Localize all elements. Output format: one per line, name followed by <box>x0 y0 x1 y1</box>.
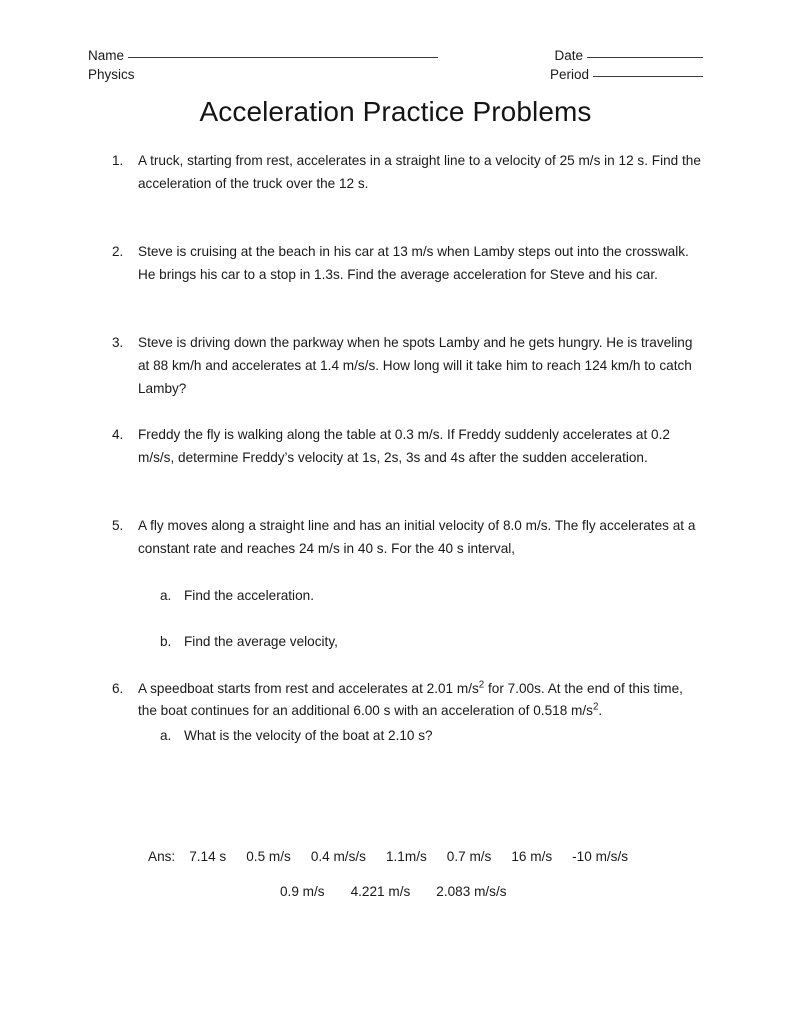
answer-value: 0.7 m/s <box>446 849 492 864</box>
period-field-group <box>550 65 703 84</box>
problem-list <box>112 150 702 748</box>
problem-item-1 <box>112 150 702 195</box>
subitem-letter: a. <box>160 587 172 603</box>
course-label: Physics <box>88 67 135 82</box>
problem-5-subitem-a <box>112 585 702 608</box>
subitem-letter: a. <box>160 727 172 743</box>
subitem-text: What is the velocity of the boat at 2.10 s? <box>184 727 433 743</box>
problem-item-2 <box>112 241 702 286</box>
problem-item-3 <box>112 332 702 400</box>
answer-row-2 <box>0 881 791 904</box>
answer-value: 0.4 m/s/s <box>310 849 366 864</box>
name-label: Name <box>88 48 125 63</box>
problem-number: 2. <box>112 244 124 260</box>
answer-value: 2.083 m/s/s <box>436 883 507 899</box>
spacer <box>112 400 702 424</box>
problem-number: 5. <box>112 518 124 534</box>
spacer <box>112 561 702 585</box>
date-label: Date <box>554 48 583 63</box>
subitem-text: Find the average velocity, <box>184 634 338 650</box>
problem-item-6 <box>112 678 702 723</box>
problem-number: 3. <box>112 335 124 351</box>
answer-row-1 <box>0 846 791 869</box>
answer-value: -10 m/s/s <box>572 849 629 864</box>
answer-value: 1.1m/s <box>385 849 427 864</box>
spacer <box>112 469 702 515</box>
answer-value: 0.5 m/s <box>246 849 291 864</box>
problem-text: Steve is driving down the parkway when he spots Lamby and he gets hungry. He is traveling at 88 km/h and accelerates at 1.4 m/s/s. How long will it take him to reach 124 km/h to catch Lamby? <box>138 335 693 396</box>
problem-text <box>138 678 702 723</box>
problem-6-superscript-2: 2 <box>592 701 599 713</box>
problem-5-subitem-b <box>112 631 702 654</box>
problem-number: 6. <box>112 680 124 696</box>
problem-number: 1. <box>112 153 124 168</box>
problem-6-text-part2: for 7.00s. At the end of this time, the boat continues for an additional 6.00 s with an acceleration of 0.518 m/s <box>138 680 683 719</box>
problem-number: 4. <box>112 427 124 443</box>
date-field-group <box>554 46 703 65</box>
problem-text: Steve is cruising at the beach in his car at 13 m/s when Lamby steps out into the crosswalk. He brings his car to a stop in 1.3s. Find the average acceleration for Steve and his car. <box>138 244 689 282</box>
page-title: Acceleration Practice Problems <box>199 96 592 127</box>
name-write-in-line[interactable] <box>128 57 438 58</box>
spacer <box>112 286 702 332</box>
subitem-text: Find the acceleration. <box>184 587 314 603</box>
subitem-letter: b. <box>160 634 172 650</box>
date-write-in-line[interactable] <box>587 57 703 58</box>
answer-value: 4.221 m/s <box>350 883 411 899</box>
answer-key <box>0 846 791 903</box>
answer-key-label: Ans: <box>148 849 176 864</box>
name-field-group <box>88 46 438 65</box>
period-write-in-line[interactable] <box>593 76 703 77</box>
problem-6-superscript-1: 2 <box>478 679 485 691</box>
course-group <box>88 65 139 84</box>
problem-text: A truck, starting from rest, accelerates in a straight line to a velocity of 25 m/s in 12 s. Find the acceleration of the truck over the 12 s. <box>138 153 701 191</box>
header-row-course-period <box>88 65 703 84</box>
problem-6-text-part1: A speedboat starts from rest and accelerates at 2.01 m/s <box>138 680 479 696</box>
spacer <box>112 195 702 241</box>
spacer <box>112 607 702 631</box>
answer-value: 16 m/s <box>511 849 553 864</box>
answer-value: 7.14 s <box>189 849 227 864</box>
problem-text: Freddy the fly is walking along the table at 0.3 m/s. If Freddy suddenly accelerates at 0.2 m/s/s, determine Freddy’s velocity at 1s, 2s, 3s and 4s after the sudden acceleration. <box>138 427 670 465</box>
problem-item-5 <box>112 515 702 560</box>
worksheet-header <box>88 46 703 84</box>
problem-6-text-part3: . <box>598 703 603 719</box>
problem-text: A fly moves along a straight line and has an initial velocity of 8.0 m/s. The fly accelerates at a constant rate and reaches 24 m/s in 40 s. For the 40 s interval, <box>138 518 696 556</box>
header-row-name-date <box>88 46 703 65</box>
problem-6-subitem-a <box>112 725 702 748</box>
period-label: Period <box>549 67 589 82</box>
spacer <box>112 654 702 678</box>
answer-value: 0.9 m/s <box>280 883 325 899</box>
problem-item-4 <box>112 424 702 469</box>
